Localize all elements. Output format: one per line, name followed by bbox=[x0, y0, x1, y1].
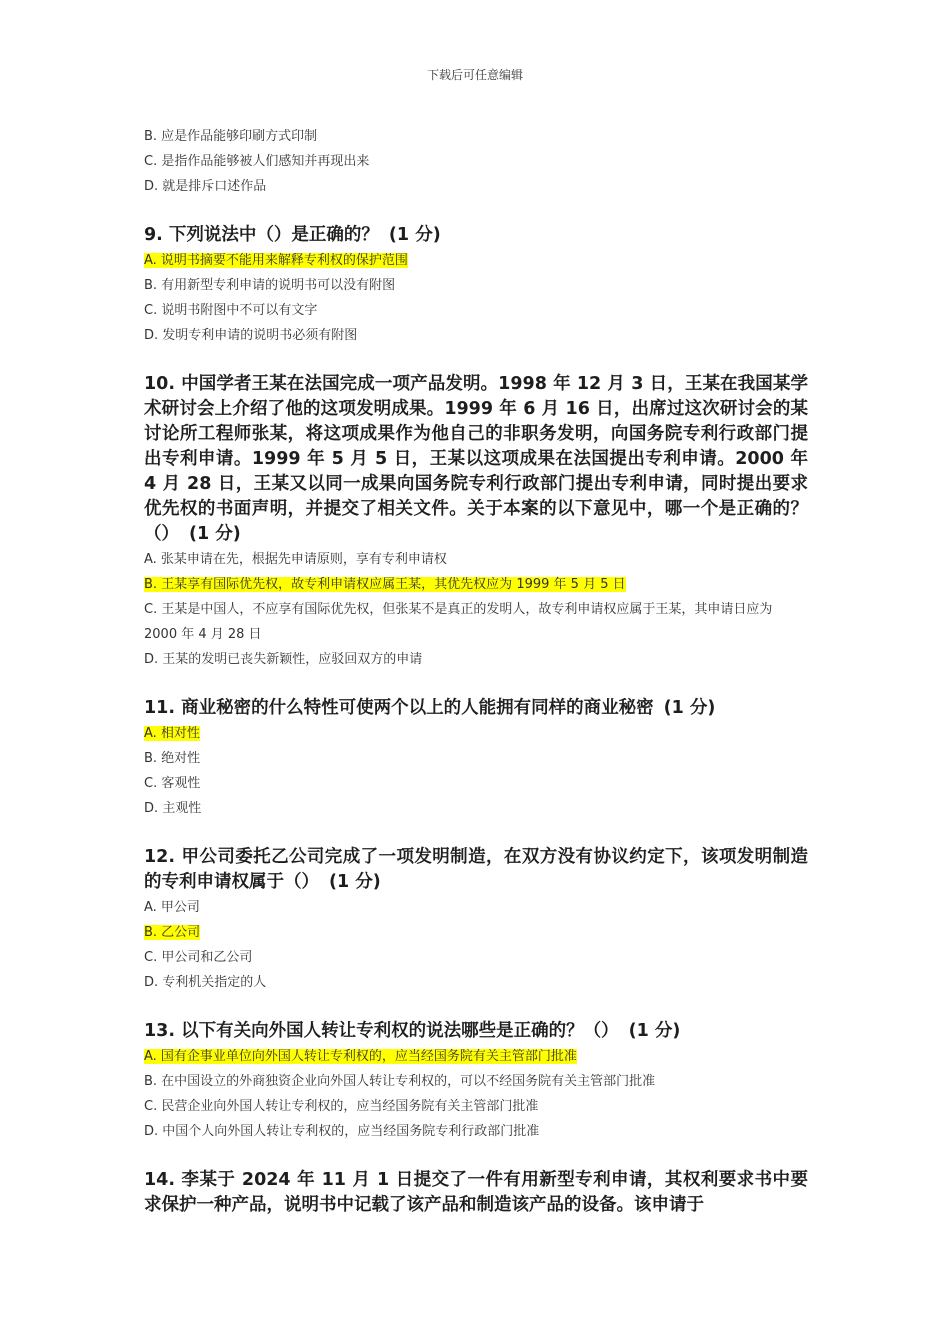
answer-option bbox=[144, 796, 808, 821]
question-text: 11. 商业秘密的什么特性可使两个以上的人能拥有同样的商业秘密 bbox=[144, 698, 654, 718]
question-text: 13. 以下有关向外国人转让专利权的说法哪些是正确的？（） bbox=[144, 1021, 619, 1041]
answer-option bbox=[144, 721, 808, 746]
question-text: 10. 中国学者王某在法国完成一项产品发明。1998 年 12 月 3 日，王某在我国某学术研讨会上介绍了他的这项发明成果。1999 年 6 月 16 日，出席过这次研讨会的某讨论所工程师张某，将这项成果作为他自己的非职务发明，向国务院专利行政部门提出专利申请。1999 年 5 月 5 日，王某以这项成果在法国提出专利申请。2000 年 4 月 28 日，王某又以同一成果向国务院专利行政部门提出专利申请，同时提出要求优先权的书面声明，并提交了相关文件。关于本案的以下意见中，哪一个是正确的？（） bbox=[144, 374, 808, 544]
answer-option bbox=[144, 1069, 808, 1094]
question-title bbox=[144, 372, 808, 547]
answer-option-text: B. 在中国设立的外商独资企业向外国人转让专利权的，可以不经国务院有关主管部门批准 bbox=[144, 1074, 656, 1089]
answer-option bbox=[144, 1119, 808, 1144]
answer-option-text: D. 专利机关指定的人 bbox=[144, 975, 267, 990]
question-list bbox=[144, 223, 808, 1218]
page-header: 下载后可任意编辑 bbox=[426, 68, 523, 82]
question-score: (1 分) bbox=[329, 872, 381, 892]
answer-option bbox=[144, 1044, 808, 1069]
answer-option-text-highlighted: A. 说明书摘要不能用来解释专利权的保护范围 bbox=[144, 253, 408, 268]
answer-option-text: B. 有用新型专利申请的说明书可以没有附图 bbox=[144, 278, 396, 293]
answer-option bbox=[144, 920, 808, 945]
answer-option bbox=[144, 970, 808, 995]
answer-option-text: C. 是指作品能够被人们感知并再现出来 bbox=[144, 154, 370, 169]
answer-option-text-highlighted: A. 国有企事业单位向外国人转让专利权的，应当经国务院有关主管部门批准 bbox=[144, 1049, 577, 1064]
question-score: (1 分) bbox=[388, 225, 441, 245]
question-score: (1 分) bbox=[663, 698, 716, 718]
answer-option-text: D. 中国个人向外国人转让专利权的，应当经国务院专利行政部门批准 bbox=[144, 1124, 540, 1139]
question-score: (1 分) bbox=[189, 524, 241, 544]
question-block bbox=[144, 1019, 808, 1144]
question-text: 12. 甲公司委托乙公司完成了一项发明制造，在双方没有协议约定下，该项发明制造的专利申请权属于（） bbox=[144, 847, 808, 892]
answer-option bbox=[144, 124, 808, 149]
answer-option-text: C. 说明书附图中不可以有文字 bbox=[144, 303, 318, 318]
answer-option-text-highlighted: B. 乙公司 bbox=[144, 925, 201, 940]
answer-option-text: C. 客观性 bbox=[144, 776, 201, 791]
answer-option bbox=[144, 174, 808, 199]
answer-option-text: D. 王某的发明已丧失新颖性，应驳回双方的申请 bbox=[144, 652, 423, 667]
question-title bbox=[144, 845, 808, 895]
question-block bbox=[144, 696, 808, 821]
answer-option-text: D. 主观性 bbox=[144, 801, 202, 816]
exam-content bbox=[144, 124, 808, 1218]
answer-option-text: D. 就是排斥口述作品 bbox=[144, 179, 267, 194]
answer-option bbox=[144, 895, 808, 920]
answer-option-text: A. 甲公司 bbox=[144, 900, 200, 915]
question-text: 9. 下列说法中（）是正确的？ bbox=[144, 225, 379, 245]
previous-question-options bbox=[144, 124, 808, 199]
answer-option-text: C. 王某是中国人，不应享有国际优先权，但张某不是真正的发明人，故专利申请权应属于王某，其申请日应为 2000 年 4 月 28 日 bbox=[144, 602, 773, 642]
answer-option bbox=[144, 945, 808, 970]
answer-option bbox=[144, 597, 808, 647]
answer-option bbox=[144, 746, 808, 771]
answer-option-text: B. 应是作品能够印刷方式印制 bbox=[144, 129, 318, 144]
answer-option bbox=[144, 771, 808, 796]
answer-option bbox=[144, 572, 808, 597]
answer-option-text: C. 甲公司和乙公司 bbox=[144, 950, 253, 965]
answer-option bbox=[144, 273, 808, 298]
answer-option-text: D. 发明专利申请的说明书必须有附图 bbox=[144, 328, 358, 343]
answer-option-text-highlighted: B. 王某享有国际优先权，故专利申请权应属王某，其优先权应为 1999 年 5 月 5 日 bbox=[144, 577, 626, 592]
question-title bbox=[144, 1019, 808, 1044]
answer-option-text: A. 张某申请在先，根据先申请原则，享有专利申请权 bbox=[144, 552, 447, 567]
answer-option bbox=[144, 323, 808, 348]
question-block bbox=[144, 1168, 808, 1218]
question-text: 14. 李某于 2024 年 11 月 1 日提交了一件有用新型专利申请，其权利要求书中要求保护一种产品，说明书中记载了该产品和制造该产品的设备。该申请于 bbox=[144, 1170, 808, 1215]
answer-option bbox=[144, 647, 808, 672]
answer-option bbox=[144, 547, 808, 572]
answer-option bbox=[144, 149, 808, 174]
question-title bbox=[144, 223, 808, 248]
answer-option-text: C. 民营企业向外国人转让专利权的，应当经国务院有关主管部门批准 bbox=[144, 1099, 539, 1114]
question-title bbox=[144, 696, 808, 721]
question-block bbox=[144, 372, 808, 672]
answer-option bbox=[144, 1094, 808, 1119]
answer-option bbox=[144, 298, 808, 323]
question-block bbox=[144, 223, 808, 348]
answer-option-text-highlighted: A. 相对性 bbox=[144, 726, 200, 741]
question-block bbox=[144, 845, 808, 995]
question-score: (1 分) bbox=[628, 1021, 681, 1041]
question-title bbox=[144, 1168, 808, 1218]
answer-option-text: B. 绝对性 bbox=[144, 751, 201, 766]
answer-option bbox=[144, 248, 808, 273]
